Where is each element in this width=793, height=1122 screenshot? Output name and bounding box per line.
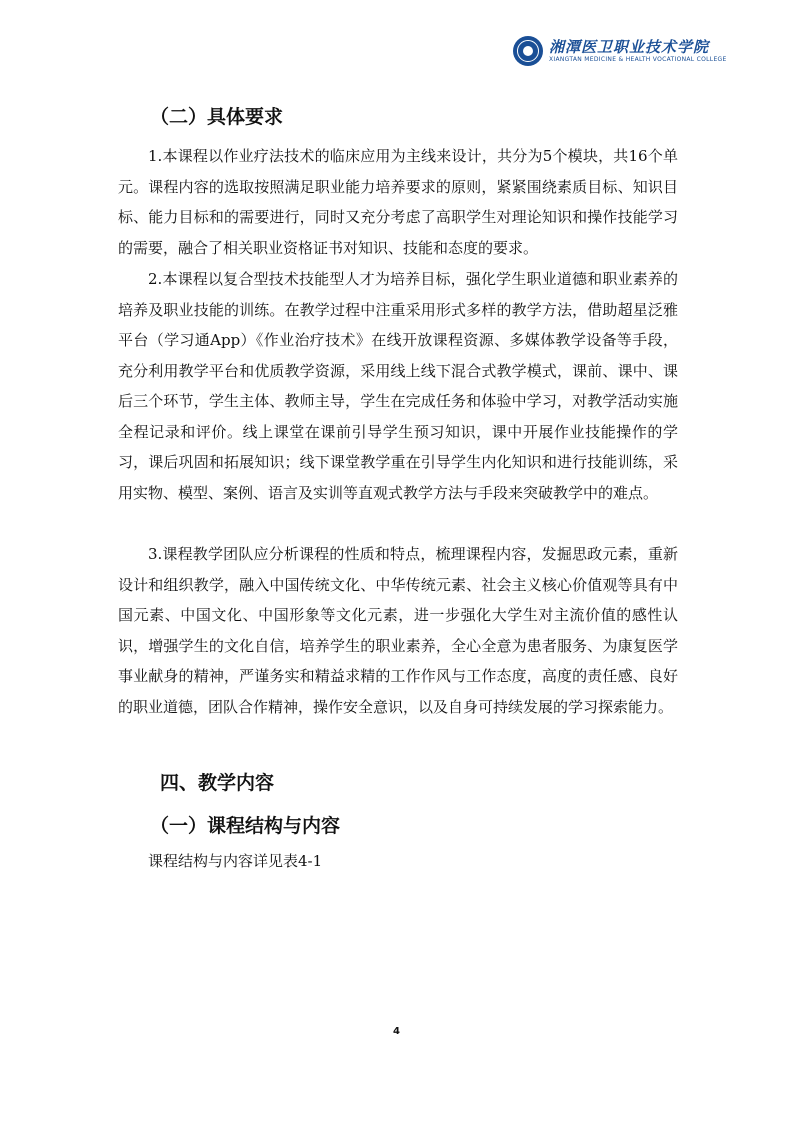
logo-chinese-name: 湘潭医卫职业技术学院 [549, 38, 710, 56]
specific-requirements-heading: （二）具体要求 [150, 106, 284, 128]
paragraph-2: 2.本课程以复合型技术技能型人才为培养目标，强化学生职业道德和职业素养的培养及职业技能的训练。在教学过程中注重采用形式多样的教学方法，借助超星泛雅平台（学习通App）《作业治疗技术》在线开放课程资源、多媒体教学设备等手段，充分利用教学平台和优质教学资源，采用线上线下混合式教学模式，课前、课中、课后三个环节，学生主体、教师主导，学生在完成任务和体验中学习，对教学活动实施全程记录和评价。线上课堂在课前引导学生预习知识，课中开展作业技能操作的学习，课后巩固和拓展知识；线下课堂教学重在引导学生内化知识和进行技能训练，采用实物、模型、案例、语言及实训等直观式教学方法与手段来突破教学中的难点。 [118, 270, 678, 502]
course-structure-heading: （一）课程结构与内容 [150, 815, 341, 837]
page-number: 4 [393, 1026, 400, 1037]
paragraph-1: 1.本课程以作业疗法技术的临床应用为主线来设计，共分为5个模块，共16个单元。课程内容的选取按照满足职业能力培养要求的原则，紧紧围绕素质目标、知识目标、能力目标和的需要进行，同时又充分考虑了高职学生对理论知识和操作技能学习的需要，融合了相关职业资格证书对知识、技能和态度的要求。 [118, 147, 678, 257]
college-seal-icon [513, 36, 543, 66]
college-logo [513, 36, 727, 66]
paragraph-3: 3.课程教学团队应分析课程的性质和特点，梳理课程内容，发掘思政元素，重新设计和组织教学，融入中国传统文化、中华传统元素、社会主义核心价值观等具有中国元素、中国文化、中国形象等文化元素，进一步强化大学生对主流价值的感性认识，增强学生的文化自信，培养学生的职业素养，全心全意为患者服务、为康复医学事业献身的精神，严谨务实和精益求精的工作作风与工作态度，高度的责任感、良好的职业道德，团队合作精神，操作安全意识，以及自身可持续发展的学习探索能力。 [118, 545, 678, 716]
logo-english-name: XIANGTAN MEDICINE & HEALTH VOCATIONAL COLLEGE [549, 56, 727, 63]
course-structure-text: 课程结构与内容详见表4-1 [148, 852, 323, 870]
teaching-content-heading: 四、教学内容 [160, 772, 275, 794]
logo-text [549, 38, 727, 64]
